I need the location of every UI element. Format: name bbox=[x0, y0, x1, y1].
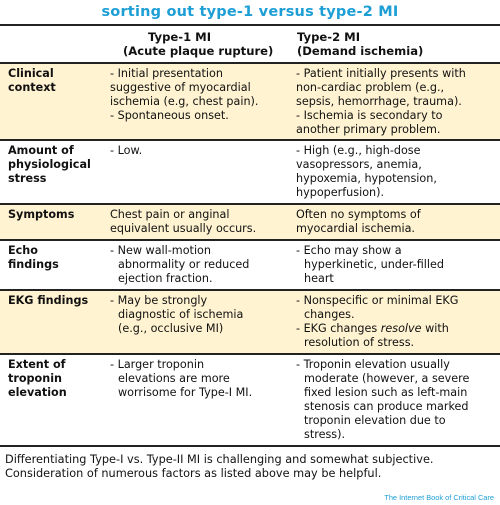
type2-cell bbox=[292, 64, 500, 139]
table-header-row bbox=[0, 26, 500, 64]
table-row-ekg-findings bbox=[0, 291, 500, 355]
label-line: Echo bbox=[8, 244, 38, 257]
type1-cell bbox=[106, 291, 292, 353]
type2-cell bbox=[292, 205, 500, 239]
cell-line: another primary problem. bbox=[296, 123, 441, 136]
type1-cell bbox=[106, 64, 292, 139]
type2-cell bbox=[292, 241, 500, 289]
cell-line: - Low. bbox=[110, 144, 143, 157]
cell-line: vasopressors, anemia, bbox=[296, 158, 422, 171]
label-line: findings bbox=[8, 258, 59, 271]
cell-line bbox=[296, 322, 496, 336]
cell-line: hyperkinetic, under-filled bbox=[304, 258, 444, 271]
label-line: elevation bbox=[8, 386, 67, 399]
row-label bbox=[0, 141, 106, 203]
footer-line: Consideration of numerous factors as listed above may be helpful. bbox=[5, 467, 382, 480]
cell-line: - Initial presentation bbox=[110, 67, 223, 80]
label-line: Amount of bbox=[8, 144, 74, 157]
footer-note bbox=[0, 447, 500, 481]
header-type1 bbox=[106, 26, 292, 62]
cell-line: ischemia (e.g, chest pain). bbox=[110, 95, 259, 108]
label-line: Extent of bbox=[8, 358, 66, 371]
row-label bbox=[0, 241, 106, 289]
type2-cell bbox=[292, 355, 500, 445]
table-row-physiological-stress bbox=[0, 141, 500, 205]
type1-cell bbox=[106, 141, 292, 203]
header-type2 bbox=[292, 26, 500, 62]
source-credit: The Internet Book of Critical Care bbox=[384, 493, 494, 502]
cell-line: - Ischemia is secondary to bbox=[296, 109, 443, 122]
cell-text: with bbox=[421, 322, 449, 335]
cell-line: - May be strongly bbox=[110, 294, 208, 307]
type1-cell bbox=[106, 241, 292, 289]
table-row-clinical-context bbox=[0, 64, 500, 141]
comparison-table bbox=[0, 24, 500, 447]
cell-line: equivalent usually occurs. bbox=[110, 222, 257, 235]
header-type2-title: Type-2 MI bbox=[297, 30, 361, 44]
emphasized-text: resolve bbox=[380, 322, 422, 335]
cell-line: - Nonspecific or minimal EKG bbox=[296, 294, 459, 307]
label-line: Symptoms bbox=[8, 208, 75, 221]
cell-line: stress). bbox=[304, 428, 346, 441]
cell-line: hypoxemia, hypotension, bbox=[296, 172, 437, 185]
table-row-echo-findings bbox=[0, 241, 500, 291]
cell-line: non-cardiac problem (e.g., bbox=[296, 81, 445, 94]
label-line: context bbox=[8, 81, 56, 94]
cell-line: fixed lesion such as left-main bbox=[304, 386, 468, 399]
label-line: EKG findings bbox=[8, 294, 89, 307]
cell-line: Often no symptoms of bbox=[296, 208, 421, 221]
row-label bbox=[0, 64, 106, 139]
table-row-troponin-elevation bbox=[0, 355, 500, 447]
header-type1-title: Type-1 MI bbox=[148, 30, 212, 44]
cell-line: ejection fraction. bbox=[118, 272, 213, 285]
cell-line: - Troponin elevation usually bbox=[296, 358, 450, 371]
page-title: sorting out type-1 versus type-2 MI bbox=[101, 4, 399, 20]
cell-line: - Larger troponin bbox=[110, 358, 205, 371]
cell-line: abnormality or reduced bbox=[118, 258, 250, 271]
cell-line: diagnostic of ischemia bbox=[118, 308, 244, 321]
cell-line: myocardial ischemia. bbox=[296, 222, 415, 235]
type2-cell bbox=[292, 291, 500, 353]
cell-line: Chest pain or anginal bbox=[110, 208, 230, 221]
row-label bbox=[0, 205, 106, 239]
cell-line: resolution of stress. bbox=[304, 336, 415, 349]
type1-cell bbox=[106, 205, 292, 239]
cell-line: changes. bbox=[304, 308, 355, 321]
cell-line: hypoperfusion). bbox=[296, 186, 385, 199]
type2-cell bbox=[292, 141, 500, 203]
cell-line: - Patient initially presents with bbox=[296, 67, 466, 80]
label-line: physiological bbox=[8, 158, 91, 171]
cell-line: elevations are more bbox=[118, 372, 230, 385]
cell-line: - Spontaneous onset. bbox=[110, 109, 229, 122]
cell-line: heart bbox=[304, 272, 334, 285]
footer-line: Differentiating Type-I vs. Type-II MI is challenging and somewhat subjective. bbox=[5, 453, 434, 466]
cell-text: - EKG changes bbox=[296, 322, 381, 335]
header-blank-cell bbox=[0, 26, 106, 62]
cell-line: worrisome for Type-I MI. bbox=[118, 386, 253, 399]
cell-line: moderate (however, a severe bbox=[304, 372, 470, 385]
cell-line: - High (e.g., high-dose bbox=[296, 144, 421, 157]
cell-line: - New wall-motion bbox=[110, 244, 211, 257]
row-label bbox=[0, 355, 106, 445]
header-type1-subtitle: (Acute plaque rupture) bbox=[123, 44, 274, 58]
label-line: stress bbox=[8, 172, 47, 185]
label-line: troponin bbox=[8, 372, 63, 385]
row-label bbox=[0, 291, 106, 353]
cell-line: sepsis, hemorrhage, trauma). bbox=[296, 95, 462, 108]
table-row-symptoms bbox=[0, 205, 500, 241]
label-line: Clinical bbox=[8, 67, 54, 80]
cell-line: troponin elevation due to bbox=[304, 414, 446, 427]
type1-cell bbox=[106, 355, 292, 445]
cell-line: - Echo may show a bbox=[296, 244, 402, 257]
cell-line: stenosis can produce marked bbox=[304, 400, 469, 413]
header-type2-subtitle: (Demand ischemia) bbox=[297, 44, 424, 58]
cell-line: (e.g., occlusive MI) bbox=[118, 322, 224, 335]
cell-line: suggestive of myocardial bbox=[110, 81, 251, 94]
